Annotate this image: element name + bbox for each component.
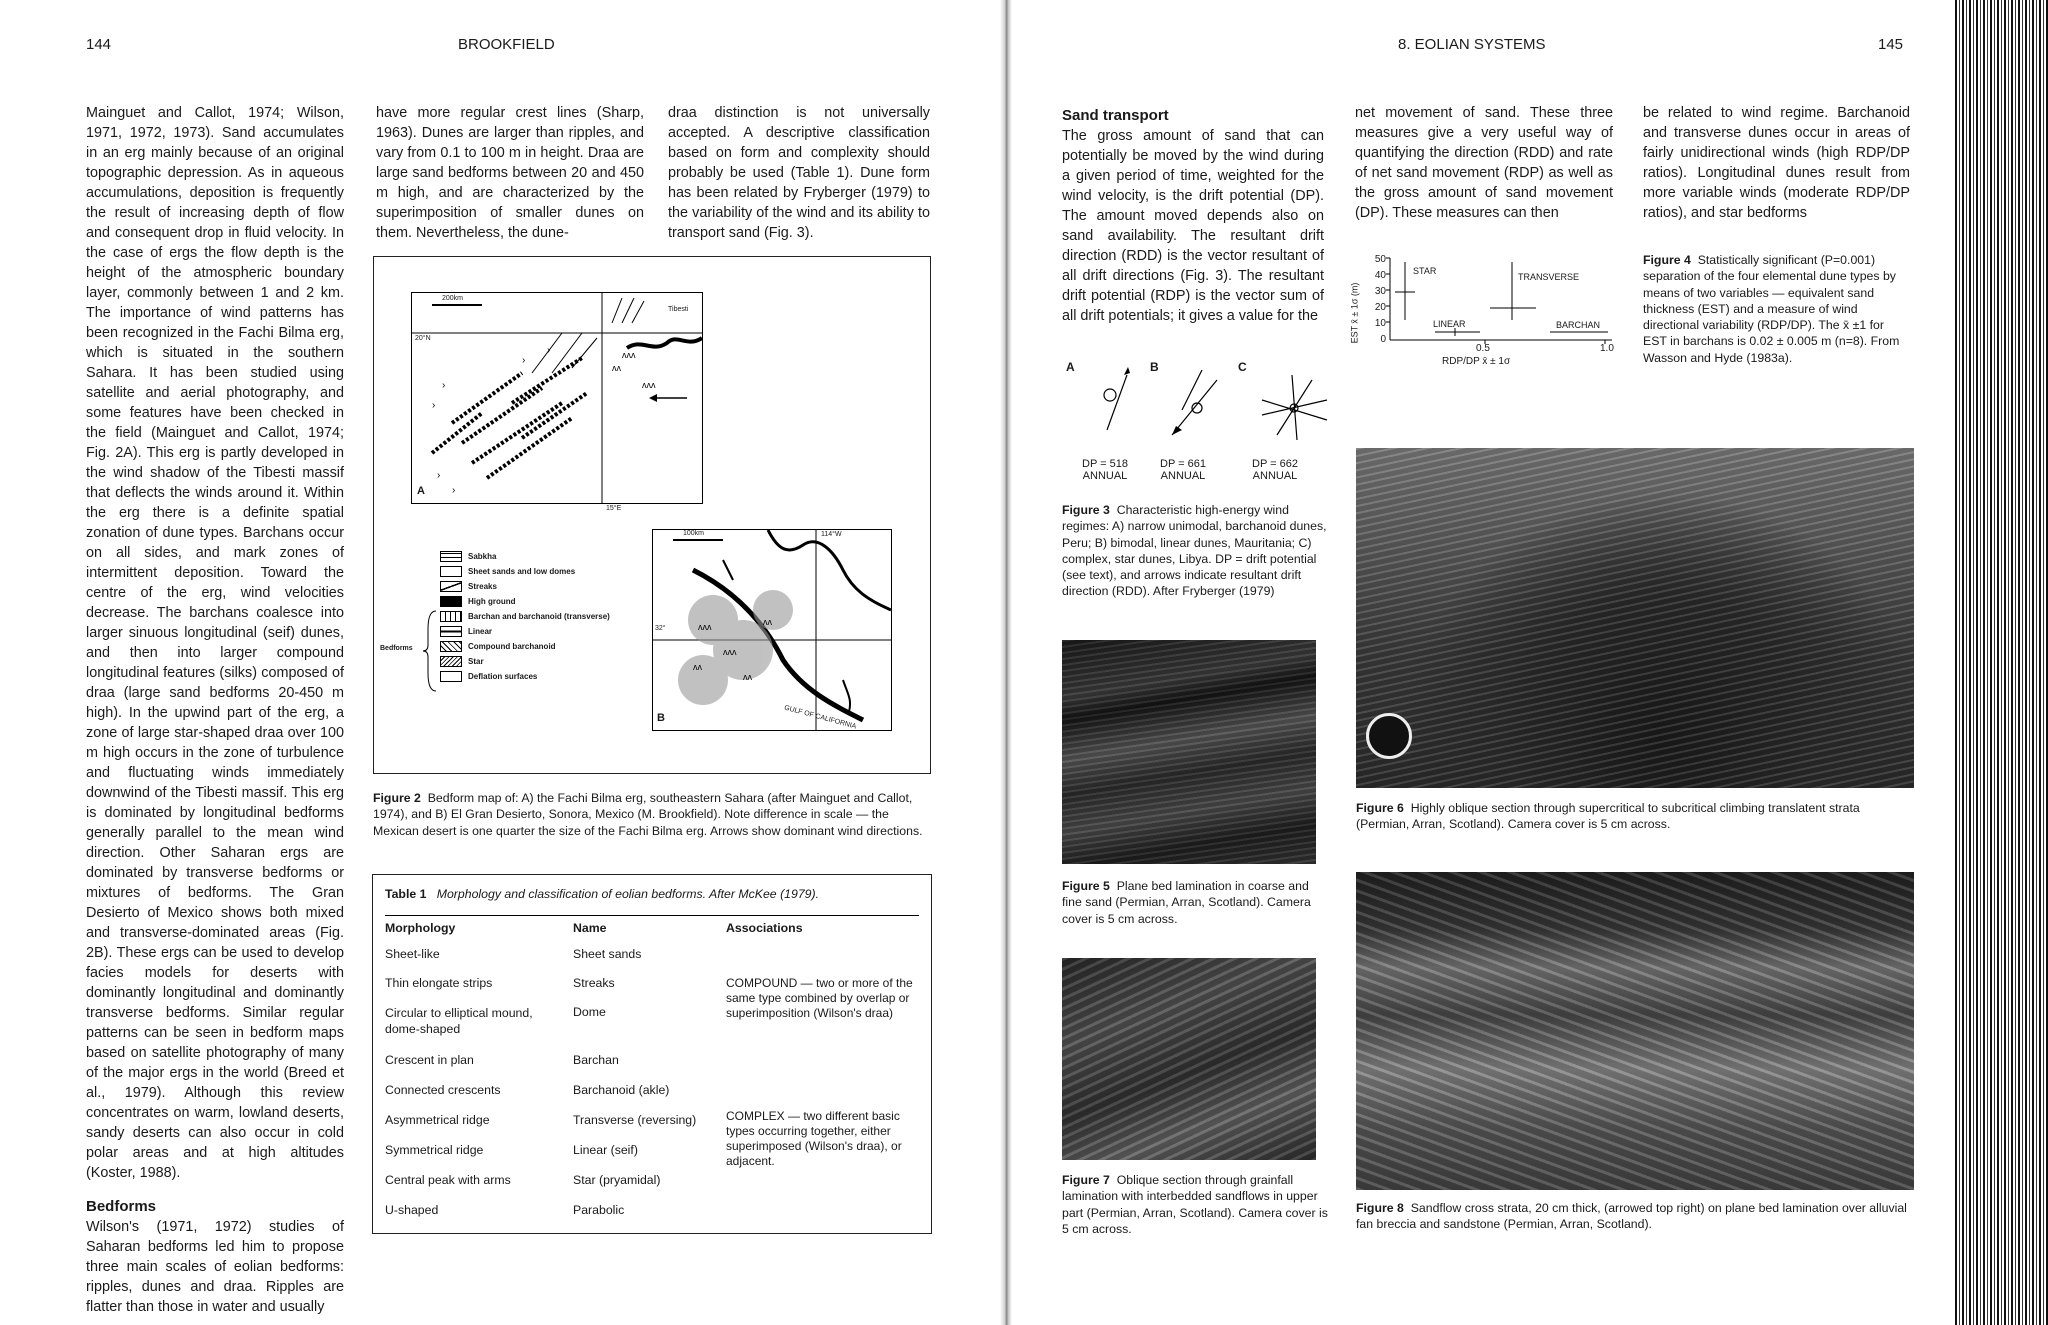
fig4-y-ticks: 50 40 30 20 10 0: [1374, 254, 1386, 345]
caption-label: Figure 4: [1643, 253, 1691, 267]
table-title-text: Morphology and classification of eolian bedforms. After McKee (1979).: [436, 887, 820, 901]
body-paragraph: The gross amount of sand that can potentially be moved by the wind during a given period of time, weighted for the wind velocity, is the drift potential (DP). The amount moved depends also on sand availability. The resultant drift direction (RDD) is the vector resultant of all drift directions (Fig. 3). The resultant drift potential (RDP) is the vector sum of all drift potentials; it gives a value for the: [1062, 128, 1324, 324]
fig3-dp-a: DP = 518 ANNUAL: [1082, 458, 1128, 482]
table-row: Sheet-like: [385, 947, 440, 961]
fig3-letter-a: A: [1066, 360, 1075, 374]
table-rule: [385, 915, 919, 916]
sand-transport-heading: Sand transport: [1062, 107, 1169, 124]
scale-label: 200km: [442, 295, 464, 302]
legend-item: Barchan and barchanoid (transverse): [440, 609, 610, 624]
table-row: Barchanoid (akle): [573, 1083, 670, 1097]
table-row: Thin elongate strips: [385, 976, 493, 990]
svg-text:›: ›: [452, 485, 456, 496]
svg-text:ᴧᴧᴧ: ᴧᴧᴧ: [698, 622, 712, 632]
legend-bedforms-label: Bedforms: [380, 645, 413, 652]
table-row: Dome: [573, 1005, 606, 1019]
swatch: [440, 656, 462, 667]
figure-7-caption: [1062, 1172, 1330, 1237]
caption-text: Bedform map of: A) the Fachi Bilma erg, southeastern Sahara (after Mainguet and Callot, 1974), and B) El Gran Desierto, Sonora, Mexico (M. Brookfield). Note difference in scale — the Mexican desert is one quarter the size of the Fachi Bilma erg. Arrows show dominant wind directions.: [373, 791, 923, 838]
latitude-label: 32°: [655, 625, 666, 632]
svg-text:›: ›: [522, 355, 526, 366]
fig3-dp-b: DP = 661 ANNUAL: [1160, 458, 1206, 482]
body-paragraph: Mainguet and Callot, 1974; Wilson, 1971, 1972, 1973). Sand accumulates in an erg mainly because of an original topographic depression. As in aqueous accumulations, deposition is frequently the result of increasing depth of flow and consequent drop in fluid velocity. In the case of ergs the flow depth is the height of the atmospheric boundary layer, commonly between 1 and 2 km. The importance of wind patterns has been recognized in the Fachi Bilma erg, which is situated in the southern Sahara. It has been studied using satellite and aerial photography, and some features have been checked in the field (Mainguet and Callot, 1974; Fig. 2A). This erg is partly developed in the wind shadow of the Tibesti massif that deflects the winds around it. Within the erg there is a definite spatial zonation of dune types. Barchans occur on all sides, and mark zones of intermittent deposition. Toward the centre of the erg, wind velocities decrease. The barchans coalesce into larger sinuous longitudinal (seif) dunes, and then into larger compound longitudinal features (silks) composed of draa (large sand bedforms 20-450 m high). In the upwind part of the erg, a zone of large star-shaped draa over 100 m high occurs in the zone of turbulence and fluctuating winds immediately downwind of the Tibesti massif. This erg is dominated by longitudinal bedforms generally parallel to the mean wind direction. Other Saharan ergs are dominated by transverse bedforms or mixtures of bedforms. The Gran Desierto of Mexico shows both mixed and transverse-dominated areas (Fig. 2B). These ergs can be used to develop facies models for deserts with dominantly longitudinal and dominantly transverse bedforms. Similar regular patterns can be seen in bedform maps based on satellite photography of many of the major ergs in the world (Breed et al., 1979). Although this review concentrates on warm, lowland deserts, sandy deserts can also occur in cold polar areas and at high altitudes (Koster, 1988).: [86, 105, 344, 1181]
figure-8-caption: [1356, 1200, 1916, 1233]
svg-text:›: ›: [442, 380, 446, 391]
legend-item: Star: [440, 654, 610, 669]
figure-2-caption: [373, 790, 929, 839]
association-complex: COMPLEX — two different basic types occurring together, either superimposed (Wilson's draa), or adjacent.: [726, 1109, 902, 1168]
caption-text: Oblique section through grainfall lamination with interbedded sandflows in upper part (Permian, Arran, Scotland). Camera cover is 5 cm across.: [1062, 1173, 1328, 1236]
right-column-2: [1355, 103, 1613, 223]
table-row: Symmetrical ridge: [385, 1143, 484, 1157]
table-row: Linear (seif): [573, 1143, 638, 1157]
figure-6-photo: [1356, 448, 1914, 788]
map-a-letter: A: [417, 485, 425, 497]
table-row: Crescent in plan: [385, 1053, 474, 1067]
caption-text: Sandflow cross strata, 20 cm thick, (arrowed top right) on plane bed lamination over alluvial fan breccia and sandstone (Permian, Arran, Scotland).: [1356, 1201, 1907, 1232]
caption-label: Figure 5: [1062, 879, 1110, 893]
svg-text:ᴧᴧ: ᴧᴧ: [743, 672, 752, 682]
svg-text:ᴧᴧᴧ: ᴧᴧᴧ: [642, 380, 656, 390]
legend-item: Linear: [440, 624, 610, 639]
figure-4-plot: [1350, 250, 1630, 408]
figure-7-photo: [1062, 958, 1316, 1160]
body-paragraph: draa distinction is not universally accepted. A descriptive classification based on form and complexity should probably be used (Table 1). Dune form has been related by Fryberger (1979) to the variability of the wind and its ability to transport sand (Fig. 3).: [668, 105, 930, 241]
figure-5-caption: [1062, 878, 1330, 927]
table-title: [385, 887, 819, 901]
svg-text:ᴧᴧᴧ: ᴧᴧᴧ: [622, 350, 636, 360]
longitude-label: 114°W: [821, 531, 842, 538]
fig4-label-star: STAR: [1413, 266, 1437, 276]
table-row: Streaks: [573, 976, 615, 990]
svg-text:›: ›: [432, 400, 436, 411]
caption-label: Figure 3: [1062, 503, 1110, 517]
table-row: Circular to elliptical mound, dome-shaped: [385, 1006, 533, 1036]
right-running-head: 8. EOLIAN SYSTEMS: [1398, 36, 1546, 53]
figure-2-map-a: [411, 292, 703, 504]
swatch: [440, 581, 462, 592]
table-1: [372, 874, 932, 1234]
table-row: Sheet sands: [573, 947, 642, 961]
legend-item: Deflation surfaces: [440, 669, 610, 684]
caption-label: Figure 7: [1062, 1173, 1110, 1187]
legend-item: Streaks: [440, 579, 610, 594]
caption-label: Figure 2: [373, 791, 421, 805]
left-running-head: BROOKFIELD: [458, 36, 555, 53]
svg-text:ᴧᴧᴧ: ᴧᴧᴧ: [723, 647, 737, 657]
camera-cover: [1366, 713, 1412, 759]
svg-text:ᴧᴧ: ᴧᴧ: [763, 617, 772, 627]
fig4-label-barchan: BARCHAN: [1556, 320, 1601, 330]
body-paragraph: net movement of sand. These three measures give a very useful way of quantifying the direction (RDD) and rate of net sand movement (RDP) as well as the gross amount of sand movement (DP). These measures can then: [1355, 105, 1613, 221]
svg-text:›: ›: [547, 345, 551, 356]
caption-label: Figure 8: [1356, 1201, 1404, 1215]
table-header-morphology: Morphology: [385, 921, 456, 935]
caption-text: Plane bed lamination in coarse and fine sand (Permian, Arran, Scotland). Camera cover is 5 cm across.: [1062, 879, 1311, 926]
table-row: Star (pryamidal): [573, 1173, 661, 1187]
swatch: [440, 641, 462, 652]
scale-label: 100km: [683, 530, 705, 537]
latitude-label: 20°N: [415, 335, 431, 342]
figure-2-frame: [373, 256, 931, 774]
figure-2-map-b: [652, 529, 892, 731]
table-row: Connected crescents: [385, 1083, 501, 1097]
swatch: [440, 671, 462, 682]
table-row: Asymmetrical ridge: [385, 1113, 490, 1127]
table-label: Table 1: [385, 887, 427, 901]
figure-3-caption: [1062, 502, 1330, 600]
swatch: [440, 611, 462, 622]
fig3-letter-c: C: [1238, 360, 1247, 374]
svg-text:ᴧᴧ: ᴧᴧ: [612, 363, 621, 373]
legend-item: Compound barchanoid: [440, 639, 610, 654]
figure-5-photo: [1062, 640, 1316, 864]
body-paragraph: have more regular crest lines (Sharp, 1963). Dunes are larger than ripples, and vary from 0.1 to 100 m in height. Draa are large sand bedforms between 20 and 450 m high, and are characterized by the superimposition of smaller dunes on them. Nevertheless, the dune-: [376, 105, 644, 241]
left-column-1: [86, 103, 344, 1317]
legend-item: Sabkha: [440, 549, 610, 564]
left-column-2: [376, 103, 644, 243]
right-column-1: [1062, 106, 1324, 326]
right-page-number: 145: [1878, 36, 1904, 53]
svg-text:›: ›: [437, 470, 441, 481]
legend-item: High ground: [440, 594, 610, 609]
tibesti-label: Tibesti: [668, 306, 689, 313]
table-row: Parabolic: [573, 1203, 625, 1217]
figure-4-caption: [1643, 252, 1911, 366]
table-row: Transverse (reversing): [573, 1113, 697, 1127]
fig3-dp-c: DP = 662 ANNUAL: [1252, 458, 1298, 482]
fig4-x-label: RDP/DP x̄ ± 1σ: [1442, 356, 1511, 367]
legend-bracket: [422, 609, 438, 694]
map-b-letter: B: [657, 712, 665, 724]
fig4-y-label: EST x̄ ± 1σ (m): [1349, 282, 1360, 344]
page-gutter: [1000, 0, 1012, 1325]
fig3-letter-b: B: [1150, 360, 1159, 374]
right-column-3: [1643, 103, 1910, 223]
table-row: Barchan: [573, 1053, 619, 1067]
left-page-number: 144: [86, 36, 112, 53]
svg-text:ᴧᴧ: ᴧᴧ: [693, 662, 702, 672]
left-column-3: [668, 103, 930, 243]
table-row: Central peak with arms: [385, 1173, 511, 1187]
caption-text: Statistically significant (P=0.001) separation of the four elemental dune types by means of two variables — equivalent sand thickness (EST) and a measure of wind directional variability (RDP/DP). The x̄ ±1 for EST in barchans is 0.02 ± 0.005 m (n=8). From Wasson and Hyde (1983a).: [1643, 253, 1900, 365]
table-row: U-shaped: [385, 1203, 439, 1217]
caption-text: Characteristic high-energy wind regimes: A) narrow unimodal, barchanoid dunes, Peru; B) bimodal, linear dunes, Mauritania; C) complex, star dunes, Libya. DP = drift potential (see text), and arrows indicate resultant drift direction (RDD). After Fryberger (1979): [1062, 503, 1327, 599]
table-header-name: Name: [573, 921, 607, 935]
legend-item: Sheet sands and low domes: [440, 564, 610, 579]
caption-label: Figure 6: [1356, 801, 1404, 815]
body-paragraph: Wilson's (1971, 1972) studies of Saharan bedforms led him to propose three main scales of eolian bedforms: ripples, dunes and draa. Ripples are flatter than those in water and usually: [86, 1219, 344, 1315]
fig4-x-tick: 0.5: [1476, 343, 1490, 354]
longitude-label: 15°E: [606, 505, 622, 512]
figure-3: [1062, 340, 1337, 490]
fig4-label-linear: LINEAR: [1433, 319, 1466, 329]
page-edge-stack: [1955, 0, 2048, 1325]
body-paragraph: be related to wind regime. Barchanoid and transverse dunes occur in areas of fairly unidirectional winds (high RDP/DP ratios). Longitudinal dunes result from more variable winds (moderate RDP/DP ratios), and star bedforms: [1643, 105, 1910, 221]
caption-text: Highly oblique section through supercritical to subcritical climbing translatent strata (Permian, Arran, Scotland). Camera cover is 5 cm across.: [1356, 801, 1860, 832]
table-header-associations: Associations: [726, 921, 803, 935]
figure-6-caption: [1356, 800, 1916, 833]
gulf-label: GULF OF CALIFORNIA: [783, 704, 857, 731]
swatch: [440, 626, 462, 637]
fig4-label-transverse: TRANSVERSE: [1518, 272, 1580, 282]
bedforms-heading: Bedforms: [86, 1198, 157, 1215]
association-compound: COMPOUND — two or more of the same type combined by overlap or superimposition (Wilson's draa): [726, 976, 913, 1020]
swatch: [440, 551, 462, 562]
swatch: [440, 596, 462, 607]
figure-2-legend: [440, 549, 610, 684]
swatch: [440, 566, 462, 577]
fig4-x-tick: 1.0: [1600, 343, 1614, 354]
figure-8-photo: [1356, 872, 1914, 1190]
